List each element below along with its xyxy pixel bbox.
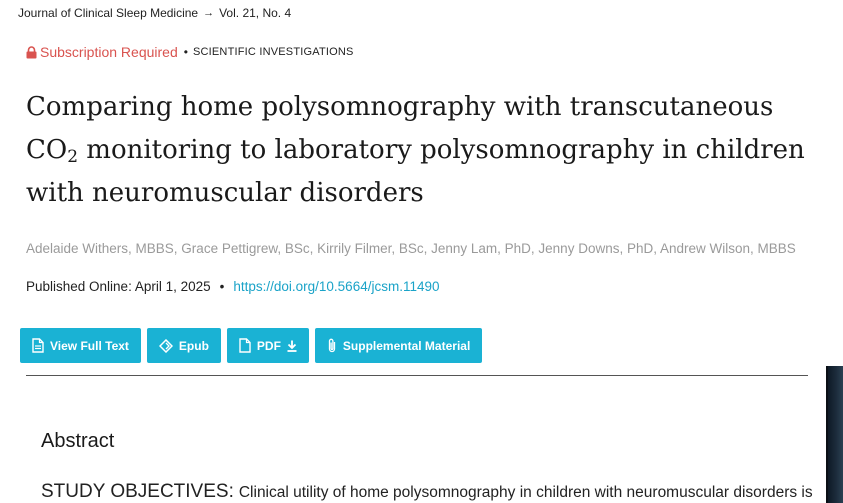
subscription-required-link[interactable]: Subscription Required — [40, 44, 178, 60]
study-objectives-text: Clinical utility of home polysomnography in children with neuromuscular disorders is — [238, 484, 813, 501]
pdf-label: PDF — [256, 338, 281, 353]
publication-info — [26, 279, 440, 294]
study-objectives-label: STUDY OBJECTIVES: — [41, 481, 234, 502]
epub-button[interactable] — [147, 328, 221, 363]
article-meta — [26, 44, 354, 60]
breadcrumb — [18, 6, 291, 20]
section-label: SCIENTIFIC INVESTIGATIONS — [192, 46, 354, 58]
title-text-part2: monitoring to laboratory polysomnography in children with neuromuscular disorders — [26, 135, 805, 208]
journal-cover-thumbnail[interactable] — [826, 366, 843, 503]
author-list[interactable]: Adelaide Withers, MBBS, Grace Pettigrew, BSc, Kirrily Filmer, BSc, Jenny Lam, PhD, Jenny Downs, PhD, Andrew Wilson, MBBS — [26, 241, 796, 256]
section-divider — [26, 375, 808, 376]
view-full-text-button[interactable] — [20, 328, 141, 363]
supplemental-material-label: Supplemental Material — [342, 338, 471, 353]
document-icon — [32, 338, 44, 353]
epub-icon — [159, 339, 173, 353]
title-subscript: 2 — [67, 147, 79, 167]
epub-label: Epub — [178, 338, 209, 353]
view-full-text-label: View Full Text — [50, 338, 129, 353]
study-objectives — [41, 481, 813, 503]
issue-link[interactable]: Vol. 21, No. 4 — [219, 6, 292, 20]
pdf-button[interactable] — [227, 328, 309, 363]
abstract-heading: Abstract — [41, 430, 115, 452]
meta-separator: • — [183, 45, 188, 59]
download-icon — [287, 340, 297, 352]
supplemental-material-button[interactable] — [315, 328, 482, 363]
title-text-part1: Comparing home polysomnography with transcutaneous CO — [26, 92, 774, 165]
lock-icon — [26, 46, 37, 59]
article-toolbar — [20, 328, 482, 363]
pub-separator: • — [219, 279, 225, 294]
published-date: Published Online: April 1, 2025 — [26, 279, 211, 294]
journal-link[interactable]: Journal of Clinical Sleep Medicine — [18, 6, 199, 20]
pdf-document-icon — [239, 338, 251, 353]
breadcrumb-arrow-icon: → — [203, 7, 215, 19]
article-title — [26, 86, 826, 215]
paperclip-icon — [327, 338, 337, 353]
doi-link[interactable]: https://doi.org/10.5664/jcsm.11490 — [233, 279, 440, 294]
